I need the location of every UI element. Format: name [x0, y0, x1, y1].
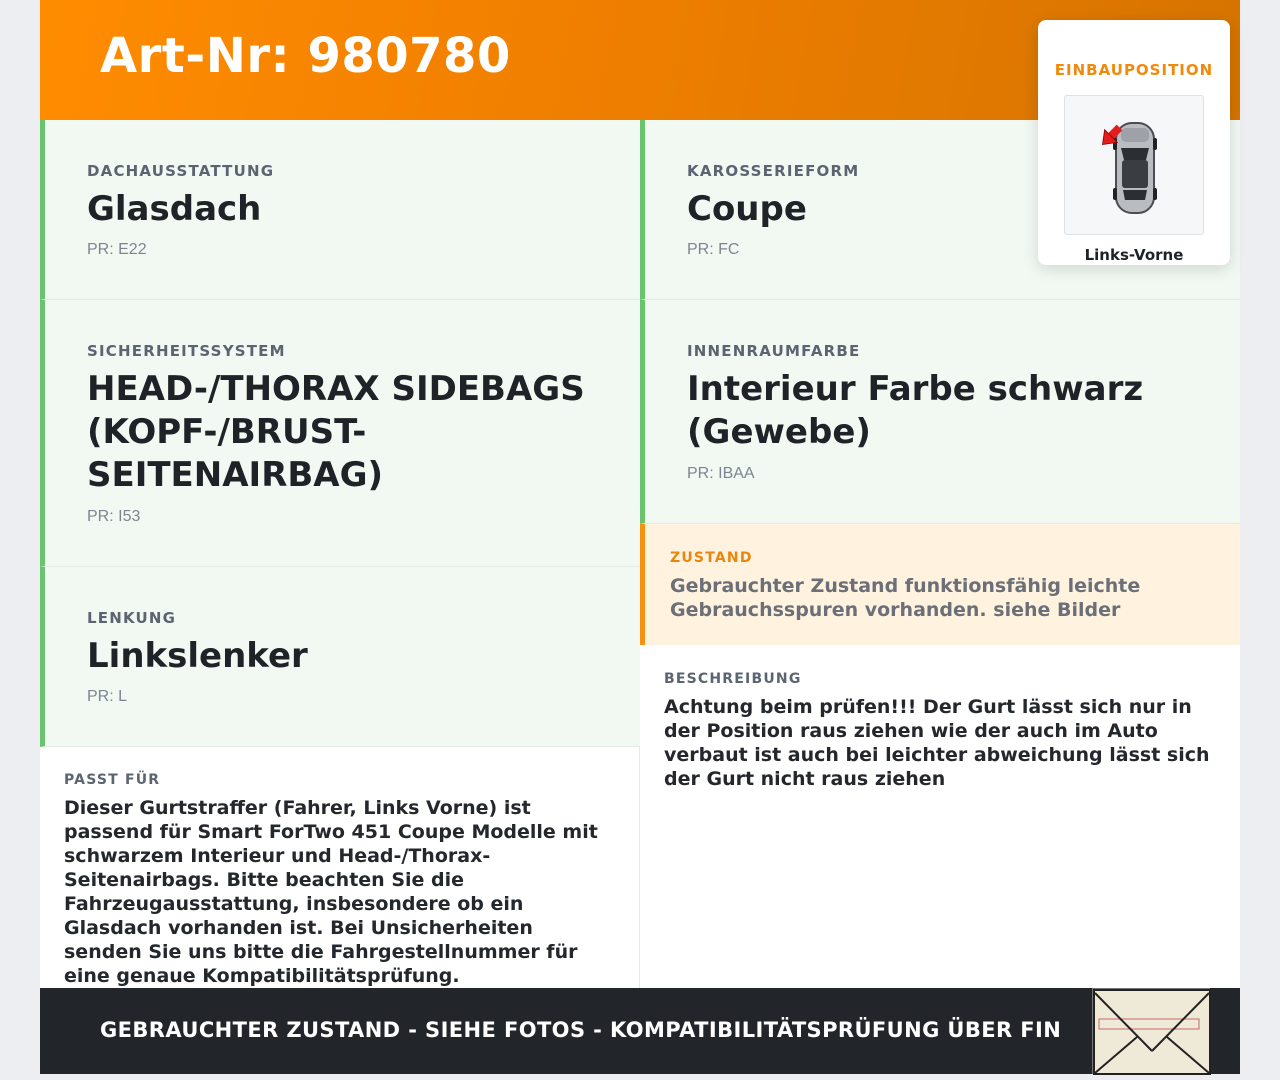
condition-box [640, 524, 1240, 645]
description-text: Achtung beim prüfen!!! Der Gurt lässt sich nur in der Position raus ziehen wie der auch im Auto verbaut ist auch bei leichter abweichung lässt sich der Gurt nicht raus ziehen [664, 696, 1210, 790]
fits-text: Dieser Gurtstraffer (Fahrer, Links Vorne) ist passend für Smart ForTwo 451 Coupe Modelle mit schwarzem Interieur und Head-/Thorax-Seitenairbags. Bitte beachten Sie die Fahrzeugausstattung, insbesondere ob ein Glasdach vorhanden ist. Bei Unsicherheiten senden Sie uns bitte die Fahrgestellnummer für eine genaue Kompatibilitätsprüfung. [64, 797, 598, 987]
spec-safety [40, 300, 640, 567]
mounting-position-title: EINBAUPOSITION [1054, 61, 1214, 79]
condition-text: Gebrauchter Zustand funktionsfähig leichte Gebrauchsspuren vorhanden. siehe Bilder [670, 575, 1141, 621]
spec-interior [640, 300, 1240, 524]
fits-label: PASST FÜR [64, 772, 161, 788]
condition-label: ZUSTAND [670, 550, 753, 566]
spec-body-pr: PR: FC [687, 241, 740, 258]
spec-steering-label: LENKUNG [87, 609, 177, 627]
description-section [640, 645, 1240, 988]
spec-body-label: KAROSSERIEFORM [687, 162, 860, 180]
car-top-view-image [1064, 95, 1204, 235]
mounting-position-label: Links-Vorne [1084, 246, 1184, 264]
product-sheet [40, 0, 1240, 1074]
spec-safety-label: SICHERHEITSSYSTEM [87, 342, 286, 360]
spec-roof-value: Glasdach [87, 189, 262, 229]
car-top-view-icon [1065, 96, 1205, 236]
spec-steering-value: Linkslenker [87, 636, 308, 676]
description-label: BESCHREIBUNG [664, 671, 802, 687]
spec-interior-label: INNENRAUMFARBE [687, 342, 861, 360]
article-number-title: Art-Nr: 980780 [100, 28, 511, 84]
spec-interior-pr: PR: IBAA [687, 465, 755, 482]
column-divider [639, 746, 640, 988]
spec-steering [40, 567, 640, 747]
spec-interior-value: Interieur Farbe schwarz (Gewebe) [687, 369, 1144, 452]
spec-roof-label: DACHAUSSTATTUNG [87, 162, 275, 180]
fits-section [40, 747, 639, 988]
vehicle-document-thumbnail [1092, 988, 1210, 1074]
spec-roof-pr: PR: E22 [87, 241, 147, 258]
spec-safety-pr: PR: I53 [87, 508, 141, 525]
document-envelope-icon [1093, 989, 1211, 1075]
spec-steering-pr: PR: L [87, 688, 128, 705]
footer-text: GEBRAUCHTER ZUSTAND - SIEHE FOTOS - KOMPATIBILITÄTSPRÜFUNG ÜBER FIN [100, 1018, 1062, 1042]
spec-roof [40, 120, 640, 300]
footer-bar [40, 988, 1240, 1074]
spec-safety-value: HEAD-/THORAX SIDEBAGS (KOPF-/BRUST-SEITENAIRBAG) [87, 369, 585, 495]
mounting-position-card [1038, 20, 1230, 265]
spec-body-value: Coupe [687, 189, 807, 229]
